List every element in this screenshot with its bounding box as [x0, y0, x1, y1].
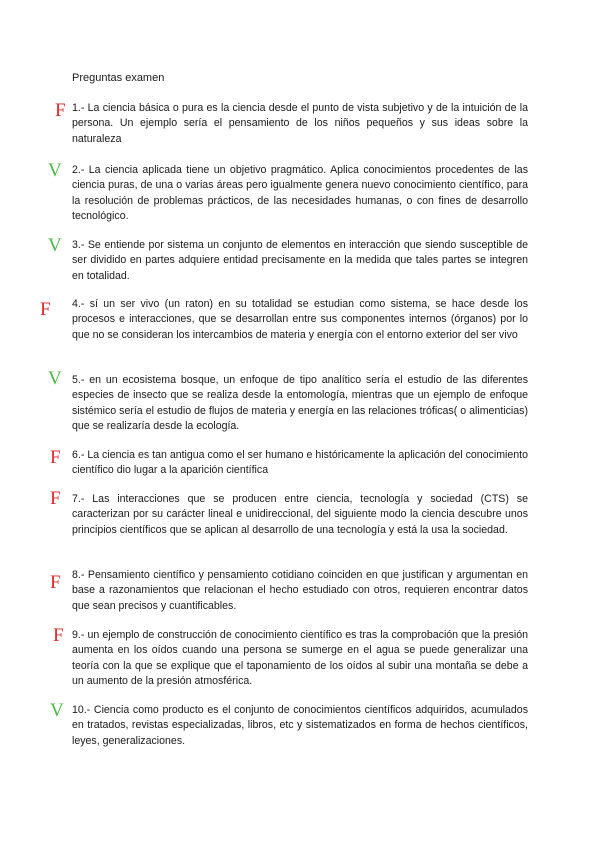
question-10: 10.- Ciencia como producto es el conjunto de conocimientos científicos adquiridos, acumulados en tratados, revistas especializadas, libros, etc y sistematizados en forma de hechos científicos, leyes, generalizaciones.: [72, 704, 528, 747]
answer-mark-1: F: [55, 100, 66, 121]
question-7: 7.- Las interacciones que se producen entre ciencia, tecnología y sociedad (CTS) se caracterizan por su carácter lineal e unidireccional, del siguiente modo la ciencia descubre unos principios científicos que se aplican al desarrollo de una tecnología y está la usa la sociedad.: [72, 493, 528, 536]
page-title: Preguntas examen: [72, 72, 165, 84]
question-4: 4.- sí un ser vivo (un raton) en su totalidad se estudian como sistema, se hace desde los procesos e interacciones, que se desarrollan entre sus componentes internos (órganos) por lo que no se consideran los intercambios de materia y energía con el entorno exterior del ser vivo: [72, 298, 528, 341]
question-9: 9.- un ejemplo de construcción de conocimiento científico es tras la comprobación que la presión aumenta en los oídos cuando una persona se sumerge en el agua se puede generalizar una teoría con la que se explique que el taponamiento de los oídos al subir una montaña se debe a un aumento de la presión atmosférica.: [72, 629, 528, 688]
answer-mark-10: V: [50, 700, 64, 721]
answer-mark-7: F: [50, 488, 61, 509]
answer-mark-6: F: [50, 447, 61, 468]
answer-mark-3: V: [48, 235, 62, 256]
question-3: 3.- Se entiende por sistema un conjunto de elementos en interacción que siendo susceptible de ser dividido en partes adquiere entidad precisamente en la medida que tales partes se integren en totalidad.: [72, 239, 528, 282]
question-8: 8.- Pensamiento científico y pensamiento cotidiano coinciden en que justifican y argumentan en base a razonamientos que relacionan el hecho estudiado con otros, requieren encontrar datos que sean precisos y cuantificables.: [72, 569, 528, 612]
question-6: 6.- La ciencia es tan antigua como el ser humano e históricamente la aplicación del conocimiento científico dio lugar a la aparición científica: [72, 449, 528, 477]
question-1: 1.- La ciencia básica o pura es la ciencia desde el punto de vista subjetivo y de la intuición de la persona. Un ejemplo sería el pensamiento de los niños pequeños y sus ideas sobre la naturaleza: [72, 102, 528, 145]
answer-mark-4: F: [40, 299, 51, 320]
answer-mark-2: V: [48, 160, 62, 181]
answer-mark-5: V: [48, 368, 62, 389]
answer-mark-8: F: [50, 572, 61, 593]
question-2: 2.- La ciencia aplicada tiene un objetivo pragmático. Aplica conocimientos procedentes de las ciencia puras, de una o varias áreas pero igualmente genera nuevo conocimiento científico, para la resolución de problemas prácticos, de las necesidades humanas, o con fines de desarrollo tecnológico.: [72, 164, 528, 223]
answer-mark-9: F: [53, 625, 64, 646]
question-5: 5.- en un ecosistema bosque, un enfoque de tipo analítico sería el estudio de las diferentes especies de insecto que se realiza desde la entomología, mientras que un ejemplo de enfoque sistémico sería el estudio de flujos de materia y energía en las relaciones tróficas( o alimenticias) que se realizaría desde la ecología.: [72, 374, 528, 433]
